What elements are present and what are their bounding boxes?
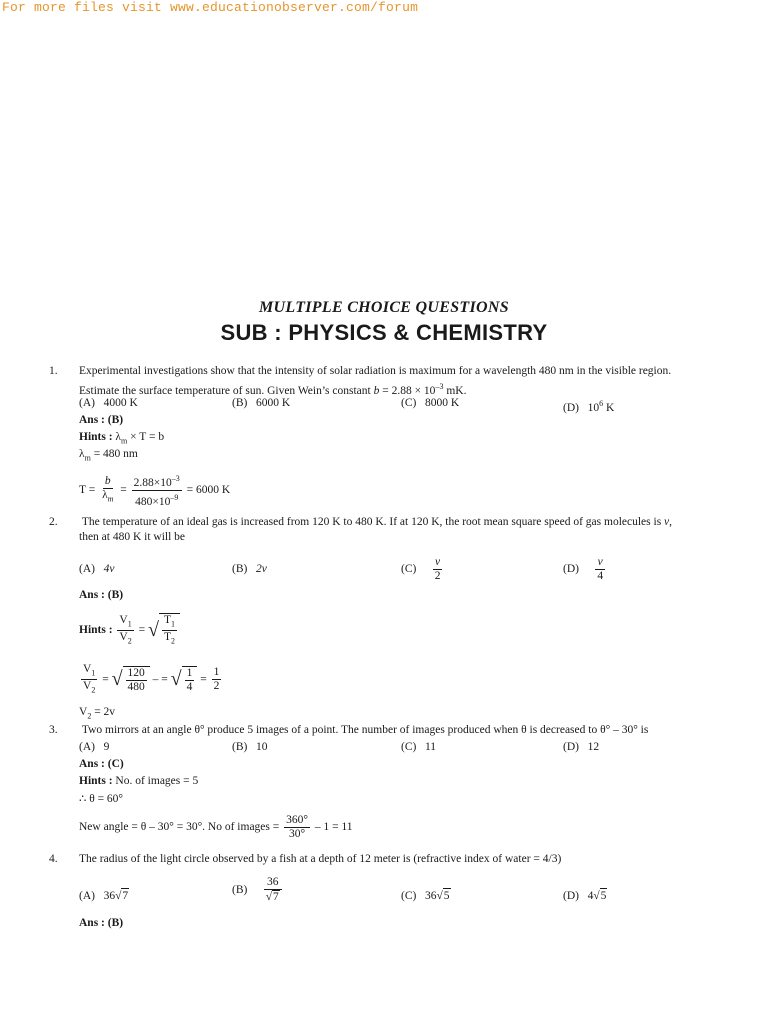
banner-link-text[interactable]: For more files visit www.educationobserver.com/forum xyxy=(2,0,419,15)
hint-formula: Hints : $\frac{V_1}{V_2}$ = √ $\frac{T_1}{T_2}$ xyxy=(79,613,180,648)
answer: Ans : (C) xyxy=(79,758,124,770)
question-text: The radius of the light circle observed by a fish at a depth of 12 meter is (refractive index of water = 4/3) xyxy=(79,853,562,865)
answer: Ans : (B) xyxy=(79,589,124,601)
answer: Ans : (B) xyxy=(79,917,124,929)
question-text: The temperature of an ideal gas is increased from 120 K to 480 K. If at 120 K, the root mean square speed of gas molecules is v, xyxy=(81,516,673,528)
option-a[interactable]: (A) 9 xyxy=(79,741,110,753)
question-number: 3. xyxy=(49,724,58,736)
option-d[interactable]: (D) $\frac{v}{4}$ xyxy=(563,556,604,582)
option-a[interactable]: (A) 4000 K xyxy=(79,397,138,409)
option-b[interactable]: (B) $\frac{36}{√7}$ xyxy=(232,876,284,904)
question-number: 1. xyxy=(49,365,58,377)
option-c[interactable]: (C) 36√5 xyxy=(401,890,450,902)
option-d[interactable]: (D) $10^6$ K xyxy=(563,399,615,414)
question-text-line2: then at 480 K it will be xyxy=(79,531,186,543)
hint-line: Hints : $\lambda_m \times T = b$ xyxy=(79,431,165,446)
formula: $\frac{V_1}{V_2}$ = √ $\frac{120}{480}$ – = √ $\frac{1}{4}$ = $\frac{1}{2}$ xyxy=(83,663,220,695)
question-number: 2. xyxy=(49,516,58,528)
option-c[interactable]: (C) 11 xyxy=(401,741,437,753)
option-d[interactable]: (D) 12 xyxy=(563,741,600,753)
option-a[interactable]: (A) 36√7 xyxy=(79,890,129,902)
option-c[interactable]: (C) 8000 K xyxy=(401,397,460,409)
question-text: Two mirrors at an angle θ° produce 5 images of a point. The number of images produced when θ is decreased to θ° – 30° is xyxy=(81,724,649,736)
hint-line: Hints : No. of images = 5 xyxy=(79,775,199,787)
page-title: SUB : PHYSICS & CHEMISTRY xyxy=(220,320,548,345)
question-text: Experimental investigations show that the intensity of solar radiation is maximum for a wavelength 480 nm in the visible region. xyxy=(79,365,672,377)
option-d[interactable]: (D) 4√5 xyxy=(563,890,607,902)
answer: Ans : (B) xyxy=(79,414,124,426)
hint-line: $\lambda_m = 480$ nm xyxy=(79,448,138,463)
formula: T = $\frac{b}{\lambda_m}$ = $\frac{2.88\times 10^{-3}}{480\times 10^{-9}}$ = 6000 K xyxy=(79,474,231,508)
option-b[interactable]: (B) 10 xyxy=(232,741,268,753)
question-text-line2: Estimate the surface temperature of sun. Given Wein’s constant $b = 2.88 \times 10^{-3}$ mK. xyxy=(79,382,467,397)
question-number: 4. xyxy=(49,853,58,865)
formula: New angle = θ – 30° = 30°. No of images = $\frac{360^\circ}{30^\circ}$ – 1 = 11 xyxy=(79,814,353,840)
option-b[interactable]: (B) 6000 K xyxy=(232,397,291,409)
option-a[interactable]: (A) 4v xyxy=(79,563,115,575)
section-subtitle: MULTIPLE CHOICE QUESTIONS xyxy=(259,299,509,316)
hint-line: ∴ θ = 60° xyxy=(79,793,124,805)
option-b[interactable]: (B) 2v xyxy=(232,563,267,575)
hint-result: $V_2 = 2v$ xyxy=(79,706,116,721)
option-c[interactable]: (C) $\frac{v}{2}$ xyxy=(401,556,441,582)
